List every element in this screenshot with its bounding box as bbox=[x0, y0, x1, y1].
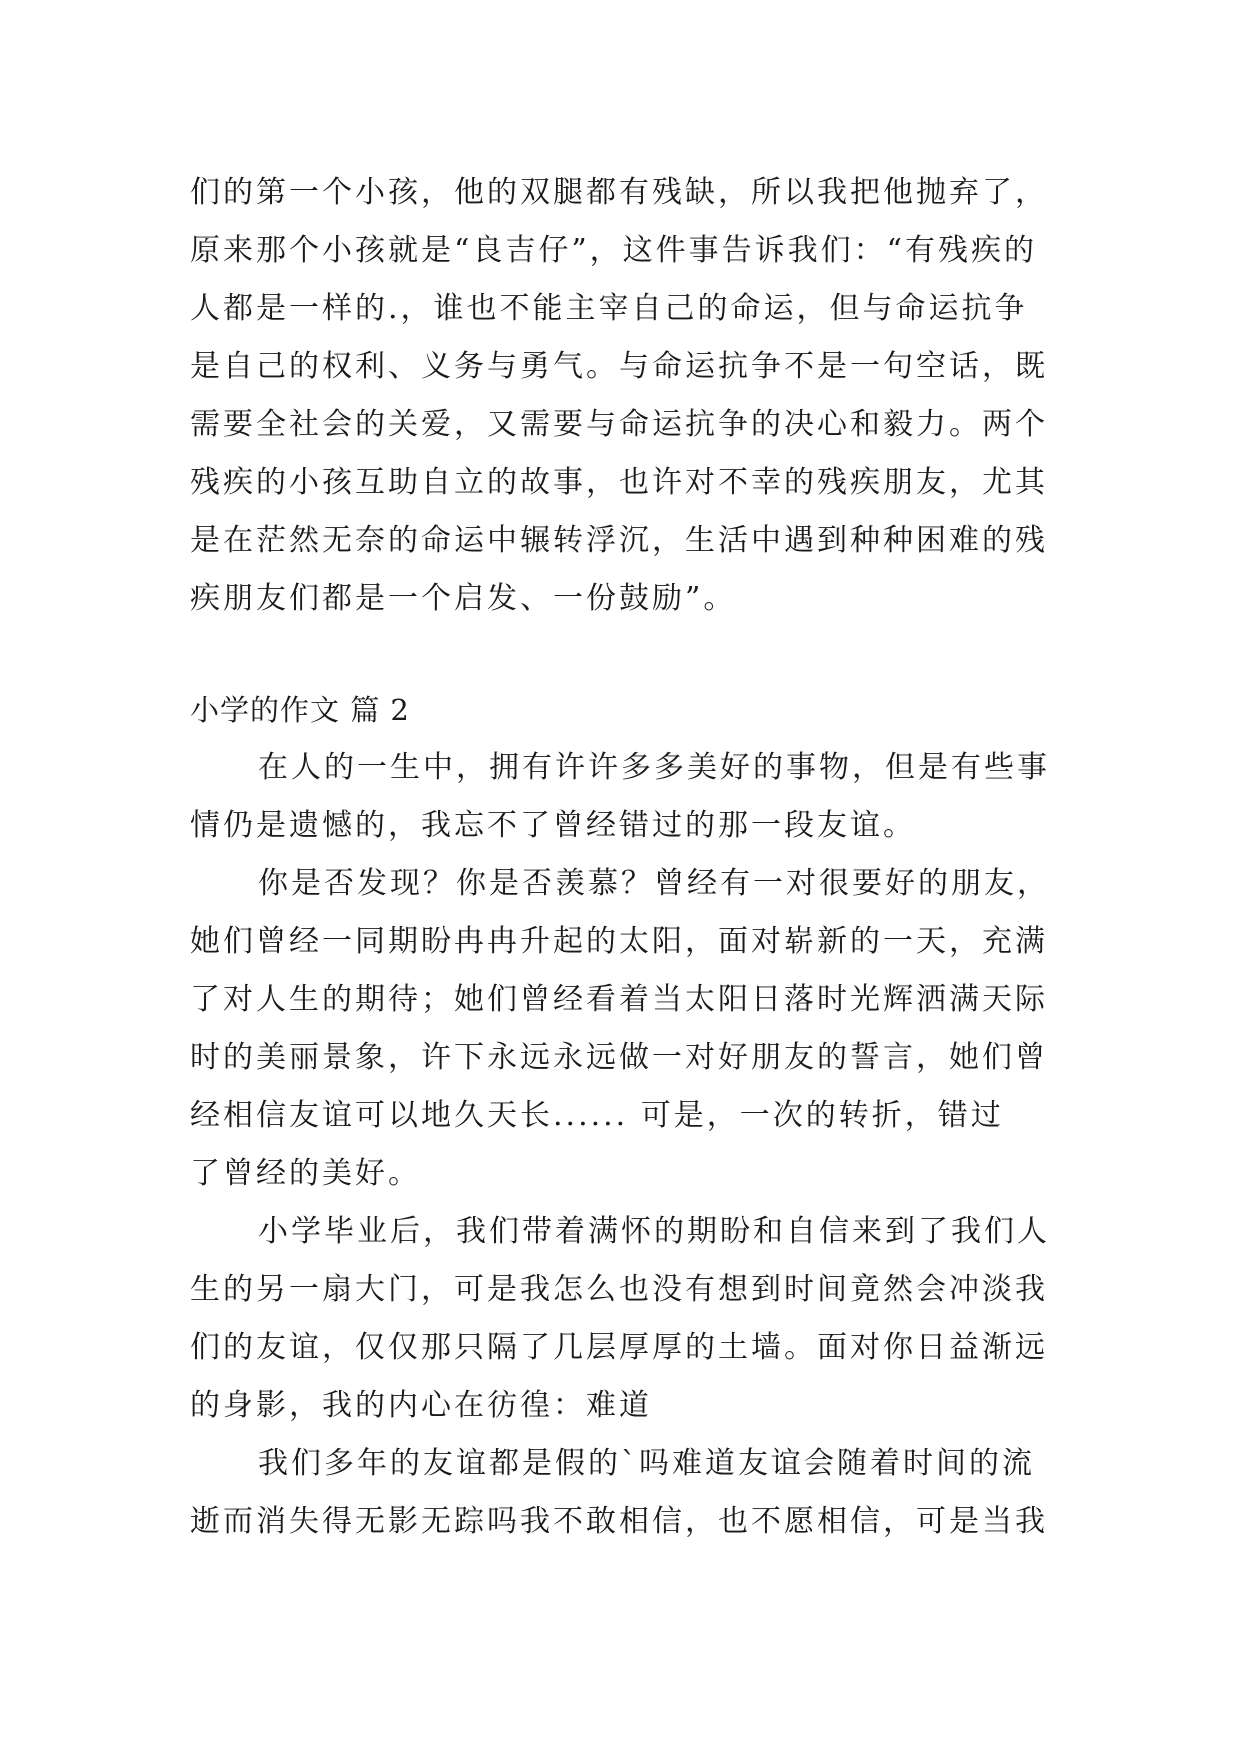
text-line: 生的另一扇大门，可是我怎么也没有想到时间竟然会冲淡我 bbox=[190, 1272, 1048, 1307]
text-line: 残疾的小孩互助自立的故事，也许对不幸的残疾朋友，尤其 bbox=[190, 465, 1048, 500]
text-line: 是自己的权利、义务与勇气。与命运抗争不是一句空话，既 bbox=[190, 349, 1048, 384]
text-line: 疾朋友们都是一个启发、一份鼓励”。 bbox=[190, 581, 737, 616]
section-heading: 小学的作文 篇 2 bbox=[190, 693, 410, 727]
text-line: 需要全社会的关爱，又需要与命运抗争的决心和毅力。两个 bbox=[190, 407, 1048, 442]
text-line: 情仍是遗憾的，我忘不了曾经错过的那一段友谊。 bbox=[190, 808, 916, 843]
text-line: 原来那个小孩就是“良吉仔”，这件事告诉我们：“有残疾的 bbox=[190, 233, 1038, 268]
text-line: 你是否发现？你是否羡慕？曾经有一对很要好的朋友， bbox=[258, 866, 1050, 901]
text-line: 们的友谊，仅仅那只隔了几层厚厚的土墙。面对你日益渐远 bbox=[190, 1330, 1048, 1365]
text-line: 在人的一生中，拥有许许多多美好的事物，但是有些事 bbox=[258, 750, 1050, 785]
text-line: 们的第一个小孩，他的双腿都有残缺，所以我把他抛弃了， bbox=[190, 175, 1048, 210]
text-line: 的身影，我的内心在彷徨：难道 bbox=[190, 1388, 652, 1423]
text-line: 了对人生的期待；她们曾经看着当太阳日落时光辉洒满天际 bbox=[190, 982, 1048, 1017]
text-line: 了曾经的美好。 bbox=[190, 1156, 421, 1191]
text-line: 小学毕业后，我们带着满怀的期盼和自信来到了我们人 bbox=[258, 1214, 1050, 1249]
text-line: 人都是一样的.，谁也不能主宰自己的命运，但与命运抗争 bbox=[190, 291, 1028, 326]
text-line: 时的美丽景象，许下永远永远做一对好朋友的誓言，她们曾 bbox=[190, 1040, 1048, 1075]
text-line: 逝而消失得无影无踪吗我不敢相信，也不愿相信，可是当我 bbox=[190, 1504, 1048, 1539]
text-line: 我们多年的友谊都是假的`吗难道友谊会随着时间的流 bbox=[258, 1446, 1035, 1481]
text-line: 她们曾经一同期盼冉冉升起的太阳，面对崭新的一天，充满 bbox=[190, 924, 1048, 959]
text-line: 是在茫然无奈的命运中辗转浮沉，生活中遇到种种困难的残 bbox=[190, 523, 1048, 558]
text-line: 经相信友谊可以地久天长...... 可是，一次的转折，错过 bbox=[190, 1098, 1004, 1133]
